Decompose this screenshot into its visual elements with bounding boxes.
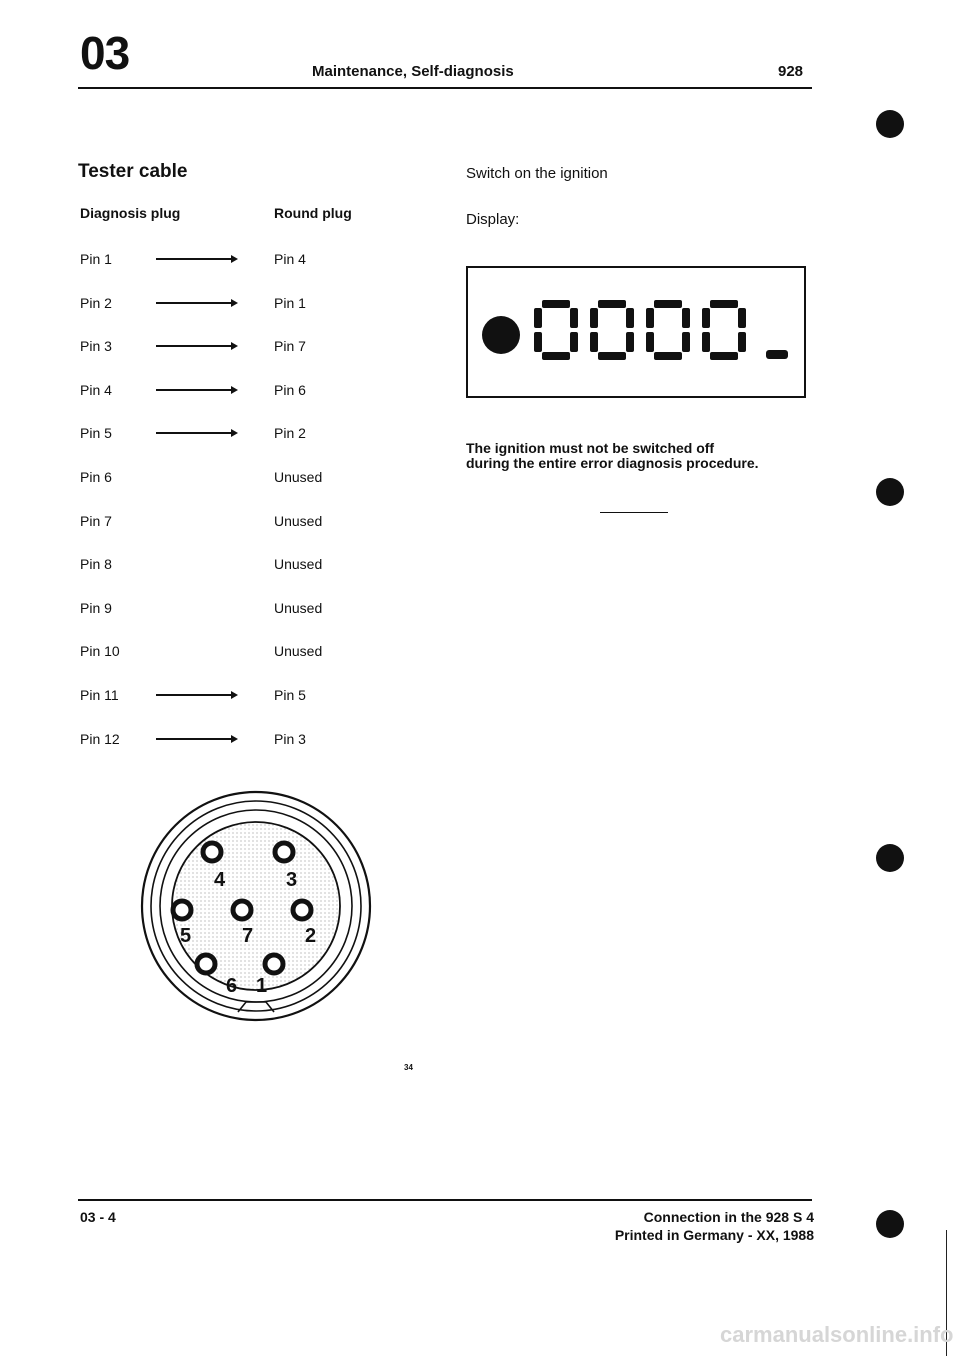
diagnosis-pin-label: Pin 7: [80, 513, 112, 529]
wire-arrow-icon: [156, 694, 236, 696]
display-digit-segment: [534, 308, 542, 328]
round-plug-pin-label: Unused: [274, 556, 323, 572]
diagnosis-pin-label: Pin 9: [80, 600, 112, 616]
display-digit-segment: [654, 352, 682, 360]
diagnosis-pin-label: Pin 10: [80, 643, 120, 659]
round-plug-pin-label: Unused: [274, 513, 323, 529]
display-digit-segment: [738, 308, 746, 328]
wire-arrow-icon: [156, 389, 236, 391]
display-digit-segment: [570, 308, 578, 328]
round-plug-pin-label: Unused: [274, 643, 323, 659]
display-digit-segment: [646, 332, 654, 352]
round-plug-pin-label: Pin 3: [274, 731, 306, 747]
diagnosis-pin-label: Pin 8: [80, 556, 112, 572]
ignition-warning: [466, 441, 826, 470]
display-digit-segment: [702, 308, 710, 328]
wire-arrow-icon: [156, 345, 236, 347]
display-digit-segment: [626, 332, 634, 352]
display-digit-segment: [598, 300, 626, 308]
display-indicator-dot: [482, 316, 520, 354]
display-digit-segment: [738, 332, 746, 352]
page-header-title: Maintenance, Self-diagnosis: [312, 63, 514, 80]
round-plug-pin-label: Pin 1: [274, 295, 306, 311]
header-rule: [78, 87, 812, 89]
display-digit-segment: [646, 308, 654, 328]
display-digit-segment: [534, 332, 542, 352]
display-digit-segment: [626, 308, 634, 328]
round-plug-diagram: [140, 780, 372, 1030]
diagnosis-pin-label: Pin 12: [80, 731, 120, 747]
display-digit-segment: [542, 352, 570, 360]
punch-hole: [876, 478, 904, 506]
footer-rule: [78, 1199, 812, 1201]
diagnosis-pin-label: Pin 2: [80, 295, 112, 311]
plug-pin-socket: [293, 901, 311, 919]
column-header-round-plug: Round plug: [274, 205, 352, 221]
display-cursor-icon: [766, 350, 788, 359]
plug-pin-number: 3: [286, 869, 298, 891]
display-digit-segment: [542, 300, 570, 308]
display-digit-segment: [702, 332, 710, 352]
display-digits: [534, 300, 794, 366]
wire-arrow-icon: [156, 432, 236, 434]
plug-pin-socket: [265, 955, 283, 973]
instruction-step: Switch on the ignition: [466, 165, 608, 182]
section-number: 03: [80, 27, 130, 79]
round-plug-pin-label: Pin 6: [274, 382, 306, 398]
warning-line-1: The ignition must not be switched off: [466, 440, 715, 456]
warning-line-2: during the entire error diagnosis procedure.: [466, 454, 759, 471]
display-digit-segment: [710, 352, 738, 360]
plug-pin-socket: [233, 901, 251, 919]
figure-number: 34: [404, 1063, 413, 1072]
diagnosis-pin-label: Pin 1: [80, 251, 112, 267]
wire-arrow-icon: [156, 258, 236, 260]
display-digit-segment: [654, 300, 682, 308]
plug-pin-number: 1: [256, 975, 268, 997]
diagnosis-pin-label: Pin 3: [80, 338, 112, 354]
round-plug-pin-label: Unused: [274, 469, 323, 485]
watermark: carmanualsonline.info: [720, 1322, 954, 1347]
round-plug-pin-label: Pin 7: [274, 338, 306, 354]
plug-pin-number: 7: [242, 925, 254, 947]
plug-pin-socket: [173, 901, 191, 919]
wire-arrow-icon: [156, 738, 236, 740]
diagnosis-pin-label: Pin 11: [80, 687, 119, 703]
round-plug-pin-label: Pin 4: [274, 251, 306, 267]
display-digit-segment: [590, 332, 598, 352]
diagnosis-pin-label: Pin 4: [80, 382, 112, 398]
page-reference: 03 - 4: [80, 1209, 116, 1225]
footer-print-note: Printed in Germany - XX, 1988: [614, 1227, 814, 1243]
diagnosis-pin-label: Pin 6: [80, 469, 112, 485]
plug-pin-socket: [197, 955, 215, 973]
plug-pin-number: 4: [214, 869, 226, 891]
end-rule: [600, 512, 668, 513]
wire-arrow-icon: [156, 302, 236, 304]
punch-hole: [876, 844, 904, 872]
plug-pin-number: 5: [180, 925, 192, 947]
display-digit-segment: [598, 352, 626, 360]
display-digit-segment: [682, 308, 690, 328]
display-digit-segment: [590, 308, 598, 328]
plug-pin-socket: [275, 843, 293, 861]
round-plug-pin-label: Pin 2: [274, 425, 306, 441]
punch-hole: [876, 110, 904, 138]
round-plug-pin-label: Pin 5: [274, 687, 306, 703]
tester-display: [466, 266, 806, 398]
display-digit-segment: [682, 332, 690, 352]
model-number: 928: [778, 63, 804, 80]
display-digit-segment: [570, 332, 578, 352]
punch-hole: [876, 1210, 904, 1238]
plug-pin-number: 2: [305, 925, 317, 947]
footer-connection-note: Connection in the 928 S 4: [643, 1209, 814, 1225]
round-plug-pin-label: Unused: [274, 600, 323, 616]
column-header-diagnosis-plug: Diagnosis plug: [80, 205, 181, 221]
display-label: Display:: [466, 211, 520, 228]
section-title: Tester cable: [78, 161, 188, 182]
display-digit-segment: [710, 300, 738, 308]
plug-pin-number: 6: [226, 975, 238, 997]
diagnosis-pin-label: Pin 5: [80, 425, 112, 441]
plug-pin-socket: [203, 843, 221, 861]
